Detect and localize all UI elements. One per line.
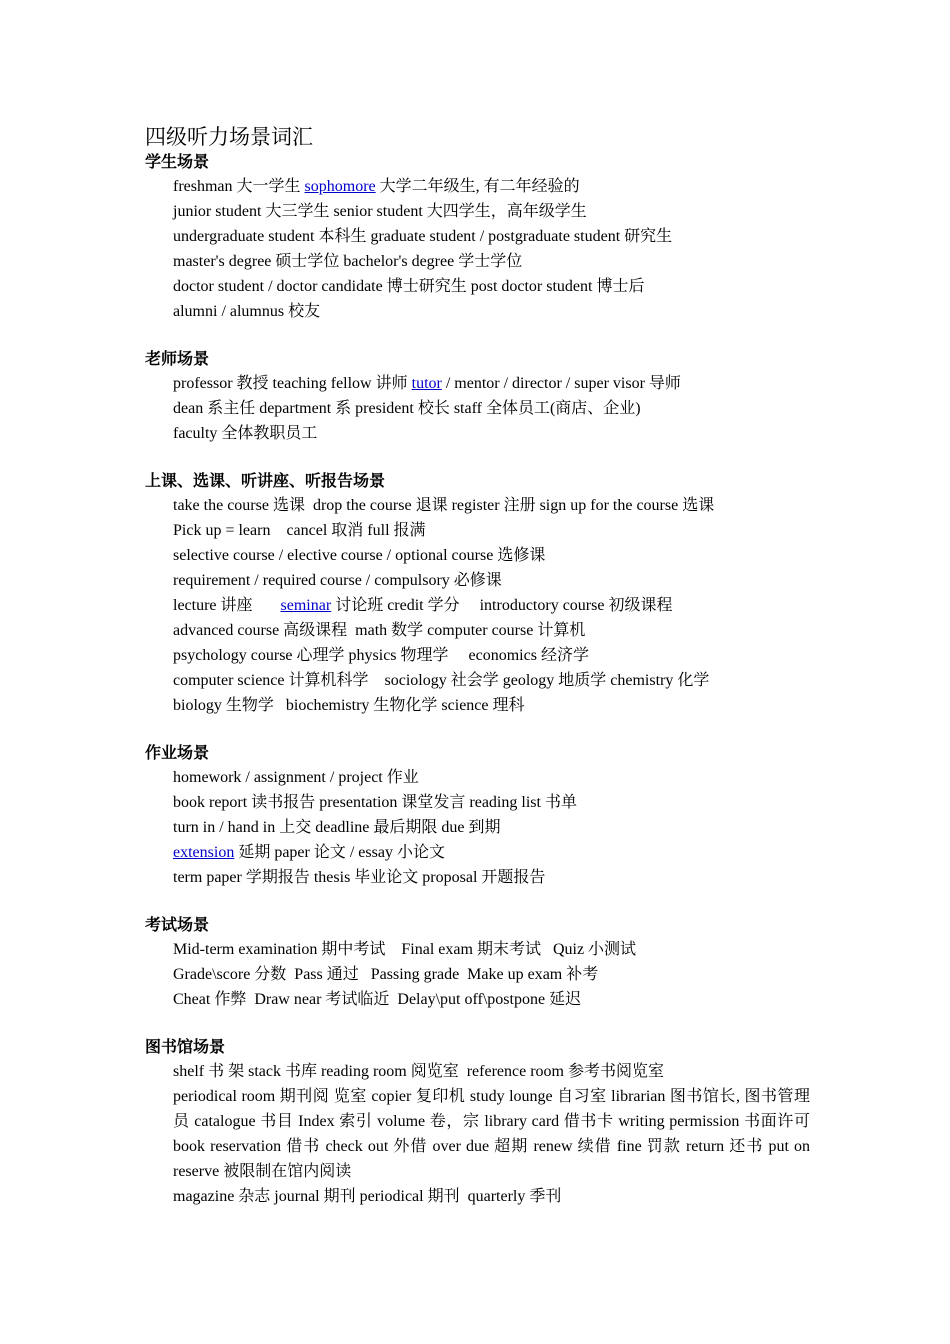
vocab-text: professor 教授 teaching fellow 讲师 [173, 375, 412, 392]
vocab-line [145, 693, 810, 718]
vocab-text: turn in / hand in 上交 deadline 最后期限 due 到期 [173, 819, 501, 836]
vocab-text: 讨论班 credit 学分 introductory course 初级课程 [331, 597, 673, 614]
vocab-text: Grade\score 分数 Pass 通过 Passing grade Make up exam 补考 [173, 966, 599, 983]
section-title: 上课、选课、听讲座、听报告场景 [145, 473, 386, 490]
vocab-text: undergraduate student 本科生 graduate student / postgraduate student 研究生 [173, 228, 673, 245]
sections [145, 152, 810, 1209]
vocab-line [145, 668, 810, 693]
document-content [145, 122, 810, 1234]
vocab-line [145, 493, 810, 518]
vocab-line [145, 371, 810, 396]
vocab-text: junior student 大三学生 senior student 大四学生，高年级学生 [173, 203, 587, 220]
section [145, 471, 810, 718]
vocab-line [145, 962, 810, 987]
vocab-line [145, 568, 810, 593]
vocab-line [145, 174, 810, 199]
vocab-line [145, 249, 810, 274]
vocab-paragraph: periodical room 期刊阅 览室 copier 复印机 study lounge 自习室 librarian 图书馆长, 图书管理员 catalogue 书目 Index 索引 volume 卷，宗 library card 借书卡 writing permission 书面许可 book reservation 借书 check out 外借 over due 超期 renew 续借 fine 罚款 return 还书 put on reserve 被限制在馆内阅读 [173, 1088, 810, 1180]
section-title: 图书馆场景 [145, 1039, 226, 1056]
vocab-text: psychology course 心理学 physics 物理学 economics 经济学 [173, 647, 589, 664]
vocab-text: / mentor / director / super visor 导师 [441, 375, 681, 392]
section-title: 考试场景 [145, 917, 210, 934]
section-title: 老师场景 [145, 351, 210, 368]
term-link[interactable]: extension [173, 844, 235, 861]
vocab-text: homework / assignment / project 作业 [173, 769, 419, 786]
vocab-line [145, 987, 810, 1012]
vocab-text: term paper 学期报告 thesis 毕业论文 proposal 开题报告 [173, 869, 546, 886]
vocab-line [145, 199, 810, 224]
section [145, 152, 810, 324]
section [145, 743, 810, 890]
vocab-text: 延期 paper 论文 / essay 小论文 [234, 844, 445, 861]
vocab-text: doctor student / doctor candidate 博士研究生 post doctor student 博士后 [173, 278, 645, 295]
vocab-line [145, 865, 810, 890]
vocab-text: selective course / elective course / optional course 选修课 [173, 547, 546, 564]
vocab-text: Mid-term examination 期中考试 Final exam 期末考试 Quiz 小测试 [173, 941, 637, 958]
vocab-text: Pick up = learn cancel 取消 full 报满 [173, 522, 426, 539]
section-title: 学生场景 [145, 154, 210, 171]
vocab-line [145, 518, 810, 543]
term-link[interactable]: tutor [411, 375, 442, 392]
section [145, 1037, 810, 1209]
vocab-line [145, 593, 810, 618]
vocab-text: book report 读书报告 presentation 课堂发言 reading list 书单 [173, 794, 577, 811]
vocab-text: alumni / alumnus 校友 [173, 303, 321, 320]
vocab-text: advanced course 高级课程 math 数学 computer course 计算机 [173, 622, 586, 639]
section-title: 作业场景 [145, 745, 210, 762]
vocab-text: freshman 大一学生 [173, 178, 305, 195]
vocab-line [145, 618, 810, 643]
vocab-line [145, 1059, 810, 1084]
vocab-line [145, 299, 810, 324]
vocab-line [145, 790, 810, 815]
vocab-text: 大学二年级生, 有二年经验的 [375, 178, 580, 195]
vocab-text: dean 系主任 department 系 president 校长 staff 全体员工(商店、企业) [173, 400, 641, 417]
vocab-line [145, 224, 810, 249]
vocab-text: magazine 杂志 journal 期刊 periodical 期刊 quarterly 季刊 [173, 1188, 562, 1205]
vocab-text: lecture 讲座 [173, 597, 281, 614]
term-link[interactable]: sophomore [304, 178, 376, 195]
section [145, 915, 810, 1012]
vocab-line [145, 815, 810, 840]
vocab-text: biology 生物学 biochemistry 生物化学 science 理科 [173, 697, 525, 714]
vocab-line [145, 765, 810, 790]
vocab-text: computer science 计算机科学 sociology 社会学 geology 地质学 chemistry 化学 [173, 672, 710, 689]
vocab-line [145, 643, 810, 668]
vocab-line [145, 543, 810, 568]
vocab-line [145, 396, 810, 421]
vocab-text: take the course 选课 drop the course 退课 register 注册 sign up for the course 选课 [173, 497, 715, 514]
vocab-text: Cheat 作弊 Draw near 考试临近 Delay\put off\postpone 延迟 [173, 991, 582, 1008]
vocab-text: shelf 书 架 stack 书库 reading room 阅览室 reference room 参考书阅览室 [173, 1063, 664, 1080]
vocab-line [145, 421, 810, 446]
vocab-text: master's degree 硕士学位 bachelor's degree 学士学位 [173, 253, 523, 270]
vocab-line [145, 840, 810, 865]
vocab-line [145, 1184, 810, 1209]
document-title: 四级听力场景词汇 [145, 125, 313, 149]
vocab-line [145, 937, 810, 962]
vocab-line [145, 274, 810, 299]
section [145, 349, 810, 446]
vocab-text: requirement / required course / compulsory 必修课 [173, 572, 502, 589]
vocab-text: faculty 全体教职员工 [173, 425, 318, 442]
term-link[interactable]: seminar [280, 597, 332, 614]
